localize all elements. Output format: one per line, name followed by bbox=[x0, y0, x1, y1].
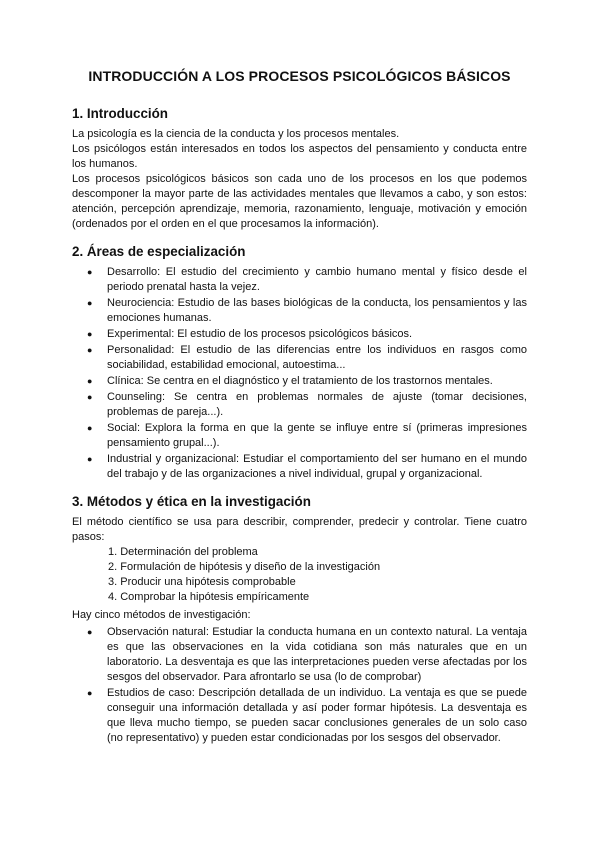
section-metodos bbox=[72, 494, 527, 746]
paragraph: El método científico se usa para describir, comprender, predecir y controlar. Tiene cuatro pasos: bbox=[72, 516, 527, 543]
bullet-icon: ● bbox=[87, 329, 93, 339]
paragraph: Los procesos psicológicos básicos son cada uno de los procesos en los que podemos descomponer la mayor parte de las actividades mentales que llevamos a cabo, y son estos: atención, percepción aprendizaje, memoria, razonamiento, lenguaje, motivación y emoción (ordenados por el orden en el que procesamos la información). bbox=[72, 173, 527, 230]
list-item: ● Industrial y organizacional: Estudiar el comportamiento del ser humano en el mundo del trabajo y de las organizaciones a nivel individual, grupal y organizacional. bbox=[87, 453, 527, 480]
bullet-icon: ● bbox=[87, 267, 93, 277]
list-item: 4. Comprobar la hipótesis empíricamente bbox=[108, 591, 310, 603]
section-introduccion bbox=[72, 106, 527, 232]
list-item: 1. Determinación del problema bbox=[108, 546, 258, 558]
bullet-icon: ● bbox=[87, 627, 93, 637]
document-title: INTRODUCCIÓN A LOS PROCESOS PSICOLÓGICOS BÁSICOS bbox=[88, 68, 511, 84]
bullet-icon: ● bbox=[87, 392, 93, 402]
bullet-icon: ● bbox=[87, 423, 93, 433]
bullet-icon: ● bbox=[87, 376, 93, 386]
list-item: ● Counseling: Se centra en problemas normales de ajuste (tomar decisiones, problemas de pareja...). bbox=[87, 391, 527, 418]
section-3-heading: 3. Métodos y ética en la investigación bbox=[72, 494, 311, 509]
list-item: ● Social: Explora la forma en que la gente se influye entre sí (primeras impresiones pensamiento grupal...). bbox=[87, 422, 527, 449]
steps-list bbox=[72, 545, 527, 605]
section-1-heading: 1. Introducción bbox=[72, 106, 168, 121]
list-item: ● Estudios de caso: Descripción detallada de un individuo. La ventaja es que se puede conseguir una información detallada y así poder formar hipótesis. La desventaja es que lleva mucho tiempo, se pueden sacar conclusiones generales de un solo caso (no representativo) y pueden estar condicionadas por los sesgos del observador. bbox=[87, 687, 527, 744]
list-item: ● Desarrollo: El estudio del crecimiento y cambio humano mental y físico desde el periodo prenatal hasta la vejez. bbox=[87, 266, 527, 293]
list-item: ● Neurociencia: Estudio de las bases biológicas de la conducta, los pensamientos y las emociones humanas. bbox=[87, 297, 527, 324]
document-page bbox=[72, 68, 527, 758]
list-item: ● Observación natural: Estudiar la conducta humana en un contexto natural. La ventaja es que las observaciones en la vida cotidiana son más naturales que en un laboratorio. La desventaja es que las interpretaciones pueden verse afectadas por los sesgos del observador. Para afrontarlo se usa (lo de comprobar) bbox=[87, 626, 527, 683]
list-item: ● Clínica: Se centra en el diagnóstico y el tratamiento de los trastornos mentales. bbox=[87, 375, 493, 387]
methods-list bbox=[72, 625, 527, 746]
list-item: 2. Formulación de hipótesis y diseño de la investigación bbox=[108, 561, 381, 573]
bullet-icon: ● bbox=[87, 298, 93, 308]
areas-list bbox=[72, 265, 527, 482]
list-item: 3. Producir una hipótesis comprobable bbox=[108, 576, 296, 588]
paragraph: Hay cinco métodos de investigación: bbox=[72, 609, 251, 621]
paragraph: Los psicólogos están interesados en todos los aspectos del pensamiento y conducta entre los humanos. bbox=[72, 143, 527, 170]
section-2-heading: 2. Áreas de especialización bbox=[72, 244, 246, 259]
section-areas bbox=[72, 244, 527, 482]
paragraph: La psicología es la ciencia de la conducta y los procesos mentales. bbox=[72, 128, 400, 140]
list-item: ● Experimental: El estudio de los procesos psicológicos básicos. bbox=[87, 328, 413, 340]
bullet-icon: ● bbox=[87, 454, 93, 464]
bullet-icon: ● bbox=[87, 345, 93, 355]
bullet-icon: ● bbox=[87, 688, 93, 698]
list-item: ● Personalidad: El estudio de las diferencias entre los individuos en rasgos como sociabilidad, estabilidad emocional, autoestima... bbox=[87, 344, 527, 371]
